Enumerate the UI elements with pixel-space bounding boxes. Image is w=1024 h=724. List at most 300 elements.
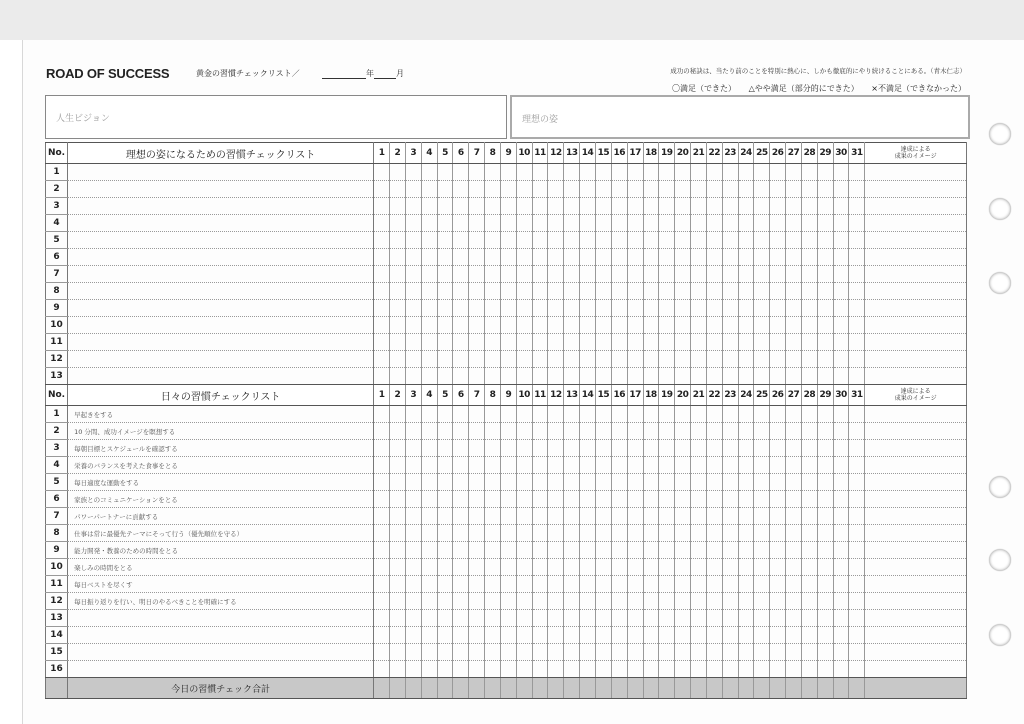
check-cell[interactable]	[611, 249, 627, 266]
check-cell[interactable]	[374, 593, 390, 610]
total-cell[interactable]	[390, 678, 406, 699]
check-cell[interactable]	[643, 266, 659, 283]
check-cell[interactable]	[485, 644, 501, 661]
check-cell[interactable]	[722, 317, 738, 334]
check-cell[interactable]	[564, 508, 580, 525]
check-cell[interactable]	[643, 440, 659, 457]
check-cell[interactable]	[817, 215, 833, 232]
achievement-cell[interactable]	[865, 474, 967, 491]
check-cell[interactable]	[421, 215, 437, 232]
check-cell[interactable]	[786, 474, 802, 491]
check-cell[interactable]	[580, 198, 596, 215]
check-cell[interactable]	[691, 215, 707, 232]
check-cell[interactable]	[738, 423, 754, 440]
check-cell[interactable]	[390, 542, 406, 559]
check-cell[interactable]	[485, 576, 501, 593]
check-cell[interactable]	[627, 491, 643, 508]
check-cell[interactable]	[722, 423, 738, 440]
check-cell[interactable]	[691, 525, 707, 542]
check-cell[interactable]	[611, 593, 627, 610]
check-cell[interactable]	[580, 542, 596, 559]
check-cell[interactable]	[627, 661, 643, 678]
check-cell[interactable]	[675, 283, 691, 300]
check-cell[interactable]	[437, 559, 453, 576]
check-cell[interactable]	[738, 300, 754, 317]
check-cell[interactable]	[548, 215, 564, 232]
habit-cell[interactable]	[68, 232, 374, 249]
check-cell[interactable]	[754, 610, 770, 627]
check-cell[interactable]	[786, 508, 802, 525]
check-cell[interactable]	[627, 317, 643, 334]
check-cell[interactable]	[738, 266, 754, 283]
check-cell[interactable]	[738, 334, 754, 351]
check-cell[interactable]	[722, 457, 738, 474]
check-cell[interactable]	[405, 406, 421, 423]
check-cell[interactable]	[405, 576, 421, 593]
check-cell[interactable]	[849, 198, 865, 215]
total-cell[interactable]	[453, 678, 469, 699]
habit-cell[interactable]	[68, 300, 374, 317]
check-cell[interactable]	[595, 351, 611, 368]
check-cell[interactable]	[437, 474, 453, 491]
check-cell[interactable]	[691, 334, 707, 351]
check-cell[interactable]	[374, 334, 390, 351]
check-cell[interactable]	[817, 266, 833, 283]
check-cell[interactable]	[485, 368, 501, 385]
total-cell[interactable]	[643, 678, 659, 699]
check-cell[interactable]	[786, 644, 802, 661]
check-cell[interactable]	[801, 440, 817, 457]
check-cell[interactable]	[706, 661, 722, 678]
total-cell[interactable]	[611, 678, 627, 699]
check-cell[interactable]	[801, 576, 817, 593]
check-cell[interactable]	[786, 368, 802, 385]
check-cell[interactable]	[437, 266, 453, 283]
check-cell[interactable]	[754, 164, 770, 181]
check-cell[interactable]	[675, 423, 691, 440]
check-cell[interactable]	[548, 423, 564, 440]
check-cell[interactable]	[516, 334, 532, 351]
check-cell[interactable]	[516, 559, 532, 576]
check-cell[interactable]	[722, 334, 738, 351]
achievement-cell[interactable]	[865, 593, 967, 610]
check-cell[interactable]	[611, 164, 627, 181]
check-cell[interactable]	[817, 351, 833, 368]
check-cell[interactable]	[659, 249, 675, 266]
check-cell[interactable]	[390, 559, 406, 576]
check-cell[interactable]	[485, 300, 501, 317]
check-cell[interactable]	[500, 334, 516, 351]
check-cell[interactable]	[833, 440, 849, 457]
check-cell[interactable]	[437, 181, 453, 198]
check-cell[interactable]	[738, 249, 754, 266]
check-cell[interactable]	[659, 300, 675, 317]
check-cell[interactable]	[516, 198, 532, 215]
achievement-cell[interactable]	[865, 215, 967, 232]
check-cell[interactable]	[453, 474, 469, 491]
check-cell[interactable]	[390, 232, 406, 249]
check-cell[interactable]	[643, 525, 659, 542]
check-cell[interactable]	[643, 334, 659, 351]
check-cell[interactable]	[405, 610, 421, 627]
check-cell[interactable]	[532, 576, 548, 593]
check-cell[interactable]	[817, 610, 833, 627]
check-cell[interactable]	[548, 525, 564, 542]
check-cell[interactable]	[786, 351, 802, 368]
check-cell[interactable]	[500, 215, 516, 232]
check-cell[interactable]	[405, 440, 421, 457]
check-cell[interactable]	[516, 164, 532, 181]
habit-cell[interactable]: 毎日適度な運動をする	[68, 474, 374, 491]
check-cell[interactable]	[611, 491, 627, 508]
check-cell[interactable]	[691, 368, 707, 385]
check-cell[interactable]	[595, 610, 611, 627]
check-cell[interactable]	[659, 508, 675, 525]
check-cell[interactable]	[643, 368, 659, 385]
check-cell[interactable]	[817, 406, 833, 423]
check-cell[interactable]	[595, 266, 611, 283]
check-cell[interactable]	[421, 181, 437, 198]
check-cell[interactable]	[437, 610, 453, 627]
check-cell[interactable]	[659, 232, 675, 249]
year-blank[interactable]	[322, 69, 366, 79]
check-cell[interactable]	[437, 576, 453, 593]
check-cell[interactable]	[469, 542, 485, 559]
check-cell[interactable]	[801, 215, 817, 232]
check-cell[interactable]	[849, 474, 865, 491]
check-cell[interactable]	[580, 423, 596, 440]
check-cell[interactable]	[786, 232, 802, 249]
check-cell[interactable]	[595, 627, 611, 644]
check-cell[interactable]	[706, 576, 722, 593]
check-cell[interactable]	[485, 661, 501, 678]
habit-cell[interactable]	[68, 368, 374, 385]
check-cell[interactable]	[516, 508, 532, 525]
check-cell[interactable]	[849, 423, 865, 440]
check-cell[interactable]	[691, 300, 707, 317]
check-cell[interactable]	[437, 491, 453, 508]
check-cell[interactable]	[595, 508, 611, 525]
check-cell[interactable]	[500, 406, 516, 423]
check-cell[interactable]	[516, 368, 532, 385]
check-cell[interactable]	[437, 508, 453, 525]
check-cell[interactable]	[786, 406, 802, 423]
check-cell[interactable]	[706, 334, 722, 351]
check-cell[interactable]	[437, 249, 453, 266]
check-cell[interactable]	[500, 491, 516, 508]
check-cell[interactable]	[516, 542, 532, 559]
check-cell[interactable]	[390, 593, 406, 610]
total-cell[interactable]	[801, 678, 817, 699]
check-cell[interactable]	[706, 406, 722, 423]
check-cell[interactable]	[786, 559, 802, 576]
habit-cell[interactable]	[68, 266, 374, 283]
check-cell[interactable]	[611, 368, 627, 385]
check-cell[interactable]	[786, 542, 802, 559]
check-cell[interactable]	[548, 181, 564, 198]
check-cell[interactable]	[405, 334, 421, 351]
total-cell[interactable]	[722, 678, 738, 699]
check-cell[interactable]	[564, 644, 580, 661]
check-cell[interactable]	[849, 661, 865, 678]
check-cell[interactable]	[817, 232, 833, 249]
check-cell[interactable]	[405, 249, 421, 266]
ideal-self-box[interactable]	[510, 95, 970, 139]
habit-cell[interactable]	[68, 661, 374, 678]
check-cell[interactable]	[595, 283, 611, 300]
check-cell[interactable]	[754, 576, 770, 593]
check-cell[interactable]	[706, 198, 722, 215]
check-cell[interactable]	[453, 440, 469, 457]
check-cell[interactable]	[595, 232, 611, 249]
check-cell[interactable]	[595, 406, 611, 423]
check-cell[interactable]	[786, 215, 802, 232]
check-cell[interactable]	[500, 300, 516, 317]
check-cell[interactable]	[500, 576, 516, 593]
check-cell[interactable]	[659, 423, 675, 440]
check-cell[interactable]	[437, 283, 453, 300]
check-cell[interactable]	[390, 334, 406, 351]
habit-cell[interactable]: 楽しみの時間をとる	[68, 559, 374, 576]
habit-cell[interactable]: 早起きをする	[68, 406, 374, 423]
check-cell[interactable]	[374, 576, 390, 593]
check-cell[interactable]	[643, 249, 659, 266]
habit-cell[interactable]: パワーパートナーに貢献する	[68, 508, 374, 525]
check-cell[interactable]	[722, 215, 738, 232]
check-cell[interactable]	[421, 198, 437, 215]
check-cell[interactable]	[627, 559, 643, 576]
check-cell[interactable]	[374, 542, 390, 559]
check-cell[interactable]	[374, 610, 390, 627]
check-cell[interactable]	[801, 525, 817, 542]
check-cell[interactable]	[469, 508, 485, 525]
check-cell[interactable]	[659, 525, 675, 542]
check-cell[interactable]	[453, 198, 469, 215]
check-cell[interactable]	[738, 508, 754, 525]
check-cell[interactable]	[643, 661, 659, 678]
check-cell[interactable]	[469, 300, 485, 317]
check-cell[interactable]	[548, 232, 564, 249]
life-vision-box[interactable]	[45, 95, 507, 139]
total-cell[interactable]	[485, 678, 501, 699]
check-cell[interactable]	[675, 181, 691, 198]
check-cell[interactable]	[453, 627, 469, 644]
check-cell[interactable]	[532, 559, 548, 576]
check-cell[interactable]	[849, 317, 865, 334]
check-cell[interactable]	[564, 215, 580, 232]
check-cell[interactable]	[532, 440, 548, 457]
check-cell[interactable]	[770, 351, 786, 368]
check-cell[interactable]	[532, 368, 548, 385]
check-cell[interactable]	[500, 457, 516, 474]
check-cell[interactable]	[817, 542, 833, 559]
check-cell[interactable]	[801, 474, 817, 491]
check-cell[interactable]	[405, 508, 421, 525]
check-cell[interactable]	[849, 232, 865, 249]
check-cell[interactable]	[833, 559, 849, 576]
check-cell[interactable]	[564, 525, 580, 542]
check-cell[interactable]	[421, 508, 437, 525]
check-cell[interactable]	[453, 283, 469, 300]
check-cell[interactable]	[437, 300, 453, 317]
check-cell[interactable]	[500, 508, 516, 525]
check-cell[interactable]	[469, 368, 485, 385]
check-cell[interactable]	[421, 406, 437, 423]
check-cell[interactable]	[405, 525, 421, 542]
check-cell[interactable]	[374, 351, 390, 368]
achievement-cell[interactable]	[865, 559, 967, 576]
check-cell[interactable]	[643, 215, 659, 232]
check-cell[interactable]	[754, 542, 770, 559]
check-cell[interactable]	[643, 164, 659, 181]
check-cell[interactable]	[453, 661, 469, 678]
check-cell[interactable]	[786, 266, 802, 283]
check-cell[interactable]	[833, 423, 849, 440]
check-cell[interactable]	[675, 164, 691, 181]
check-cell[interactable]	[754, 198, 770, 215]
check-cell[interactable]	[421, 368, 437, 385]
achievement-cell[interactable]	[865, 610, 967, 627]
check-cell[interactable]	[564, 181, 580, 198]
check-cell[interactable]	[706, 457, 722, 474]
check-cell[interactable]	[469, 423, 485, 440]
total-cell[interactable]	[627, 678, 643, 699]
check-cell[interactable]	[817, 440, 833, 457]
total-cell[interactable]	[437, 678, 453, 699]
check-cell[interactable]	[691, 317, 707, 334]
check-cell[interactable]	[595, 661, 611, 678]
check-cell[interactable]	[643, 627, 659, 644]
check-cell[interactable]	[564, 627, 580, 644]
habit-cell[interactable]	[68, 249, 374, 266]
check-cell[interactable]	[675, 593, 691, 610]
check-cell[interactable]	[817, 198, 833, 215]
check-cell[interactable]	[801, 627, 817, 644]
check-cell[interactable]	[706, 368, 722, 385]
check-cell[interactable]	[500, 610, 516, 627]
check-cell[interactable]	[738, 661, 754, 678]
check-cell[interactable]	[691, 542, 707, 559]
habit-cell[interactable]	[68, 317, 374, 334]
check-cell[interactable]	[595, 525, 611, 542]
check-cell[interactable]	[659, 627, 675, 644]
check-cell[interactable]	[532, 198, 548, 215]
check-cell[interactable]	[659, 576, 675, 593]
check-cell[interactable]	[485, 406, 501, 423]
check-cell[interactable]	[500, 266, 516, 283]
check-cell[interactable]	[659, 661, 675, 678]
check-cell[interactable]	[500, 198, 516, 215]
check-cell[interactable]	[706, 423, 722, 440]
check-cell[interactable]	[500, 525, 516, 542]
habit-cell[interactable]: 能力開発・教養のための時間をとる	[68, 542, 374, 559]
habit-cell[interactable]	[68, 644, 374, 661]
check-cell[interactable]	[421, 232, 437, 249]
check-cell[interactable]	[627, 198, 643, 215]
check-cell[interactable]	[738, 351, 754, 368]
check-cell[interactable]	[722, 164, 738, 181]
check-cell[interactable]	[770, 317, 786, 334]
check-cell[interactable]	[453, 542, 469, 559]
total-cell[interactable]	[770, 678, 786, 699]
check-cell[interactable]	[421, 164, 437, 181]
check-cell[interactable]	[817, 164, 833, 181]
check-cell[interactable]	[564, 576, 580, 593]
check-cell[interactable]	[786, 300, 802, 317]
check-cell[interactable]	[801, 559, 817, 576]
check-cell[interactable]	[580, 300, 596, 317]
check-cell[interactable]	[706, 215, 722, 232]
check-cell[interactable]	[627, 440, 643, 457]
check-cell[interactable]	[469, 266, 485, 283]
check-cell[interactable]	[706, 317, 722, 334]
check-cell[interactable]	[500, 351, 516, 368]
check-cell[interactable]	[833, 215, 849, 232]
check-cell[interactable]	[595, 491, 611, 508]
check-cell[interactable]	[675, 334, 691, 351]
check-cell[interactable]	[738, 181, 754, 198]
check-cell[interactable]	[595, 542, 611, 559]
check-cell[interactable]	[833, 232, 849, 249]
habit-cell[interactable]	[68, 164, 374, 181]
check-cell[interactable]	[485, 491, 501, 508]
check-cell[interactable]	[595, 457, 611, 474]
total-cell[interactable]	[849, 678, 865, 699]
check-cell[interactable]	[532, 181, 548, 198]
check-cell[interactable]	[469, 627, 485, 644]
check-cell[interactable]	[833, 627, 849, 644]
check-cell[interactable]	[564, 559, 580, 576]
check-cell[interactable]	[691, 559, 707, 576]
total-cell[interactable]	[817, 678, 833, 699]
check-cell[interactable]	[817, 508, 833, 525]
check-cell[interactable]	[580, 593, 596, 610]
check-cell[interactable]	[374, 368, 390, 385]
check-cell[interactable]	[580, 508, 596, 525]
total-cell[interactable]	[405, 678, 421, 699]
check-cell[interactable]	[374, 232, 390, 249]
achievement-cell[interactable]	[865, 351, 967, 368]
check-cell[interactable]	[722, 627, 738, 644]
check-cell[interactable]	[405, 266, 421, 283]
check-cell[interactable]	[421, 283, 437, 300]
check-cell[interactable]	[786, 593, 802, 610]
check-cell[interactable]	[738, 440, 754, 457]
check-cell[interactable]	[500, 644, 516, 661]
check-cell[interactable]	[675, 661, 691, 678]
check-cell[interactable]	[390, 644, 406, 661]
check-cell[interactable]	[706, 525, 722, 542]
check-cell[interactable]	[421, 440, 437, 457]
achievement-cell[interactable]	[865, 249, 967, 266]
achievement-cell[interactable]	[865, 457, 967, 474]
check-cell[interactable]	[611, 406, 627, 423]
check-cell[interactable]	[453, 368, 469, 385]
check-cell[interactable]	[374, 457, 390, 474]
check-cell[interactable]	[754, 249, 770, 266]
check-cell[interactable]	[833, 491, 849, 508]
check-cell[interactable]	[548, 576, 564, 593]
check-cell[interactable]	[833, 164, 849, 181]
total-cell[interactable]	[532, 678, 548, 699]
check-cell[interactable]	[738, 576, 754, 593]
check-cell[interactable]	[817, 661, 833, 678]
check-cell[interactable]	[801, 508, 817, 525]
check-cell[interactable]	[770, 457, 786, 474]
check-cell[interactable]	[548, 627, 564, 644]
check-cell[interactable]	[437, 164, 453, 181]
check-cell[interactable]	[675, 457, 691, 474]
